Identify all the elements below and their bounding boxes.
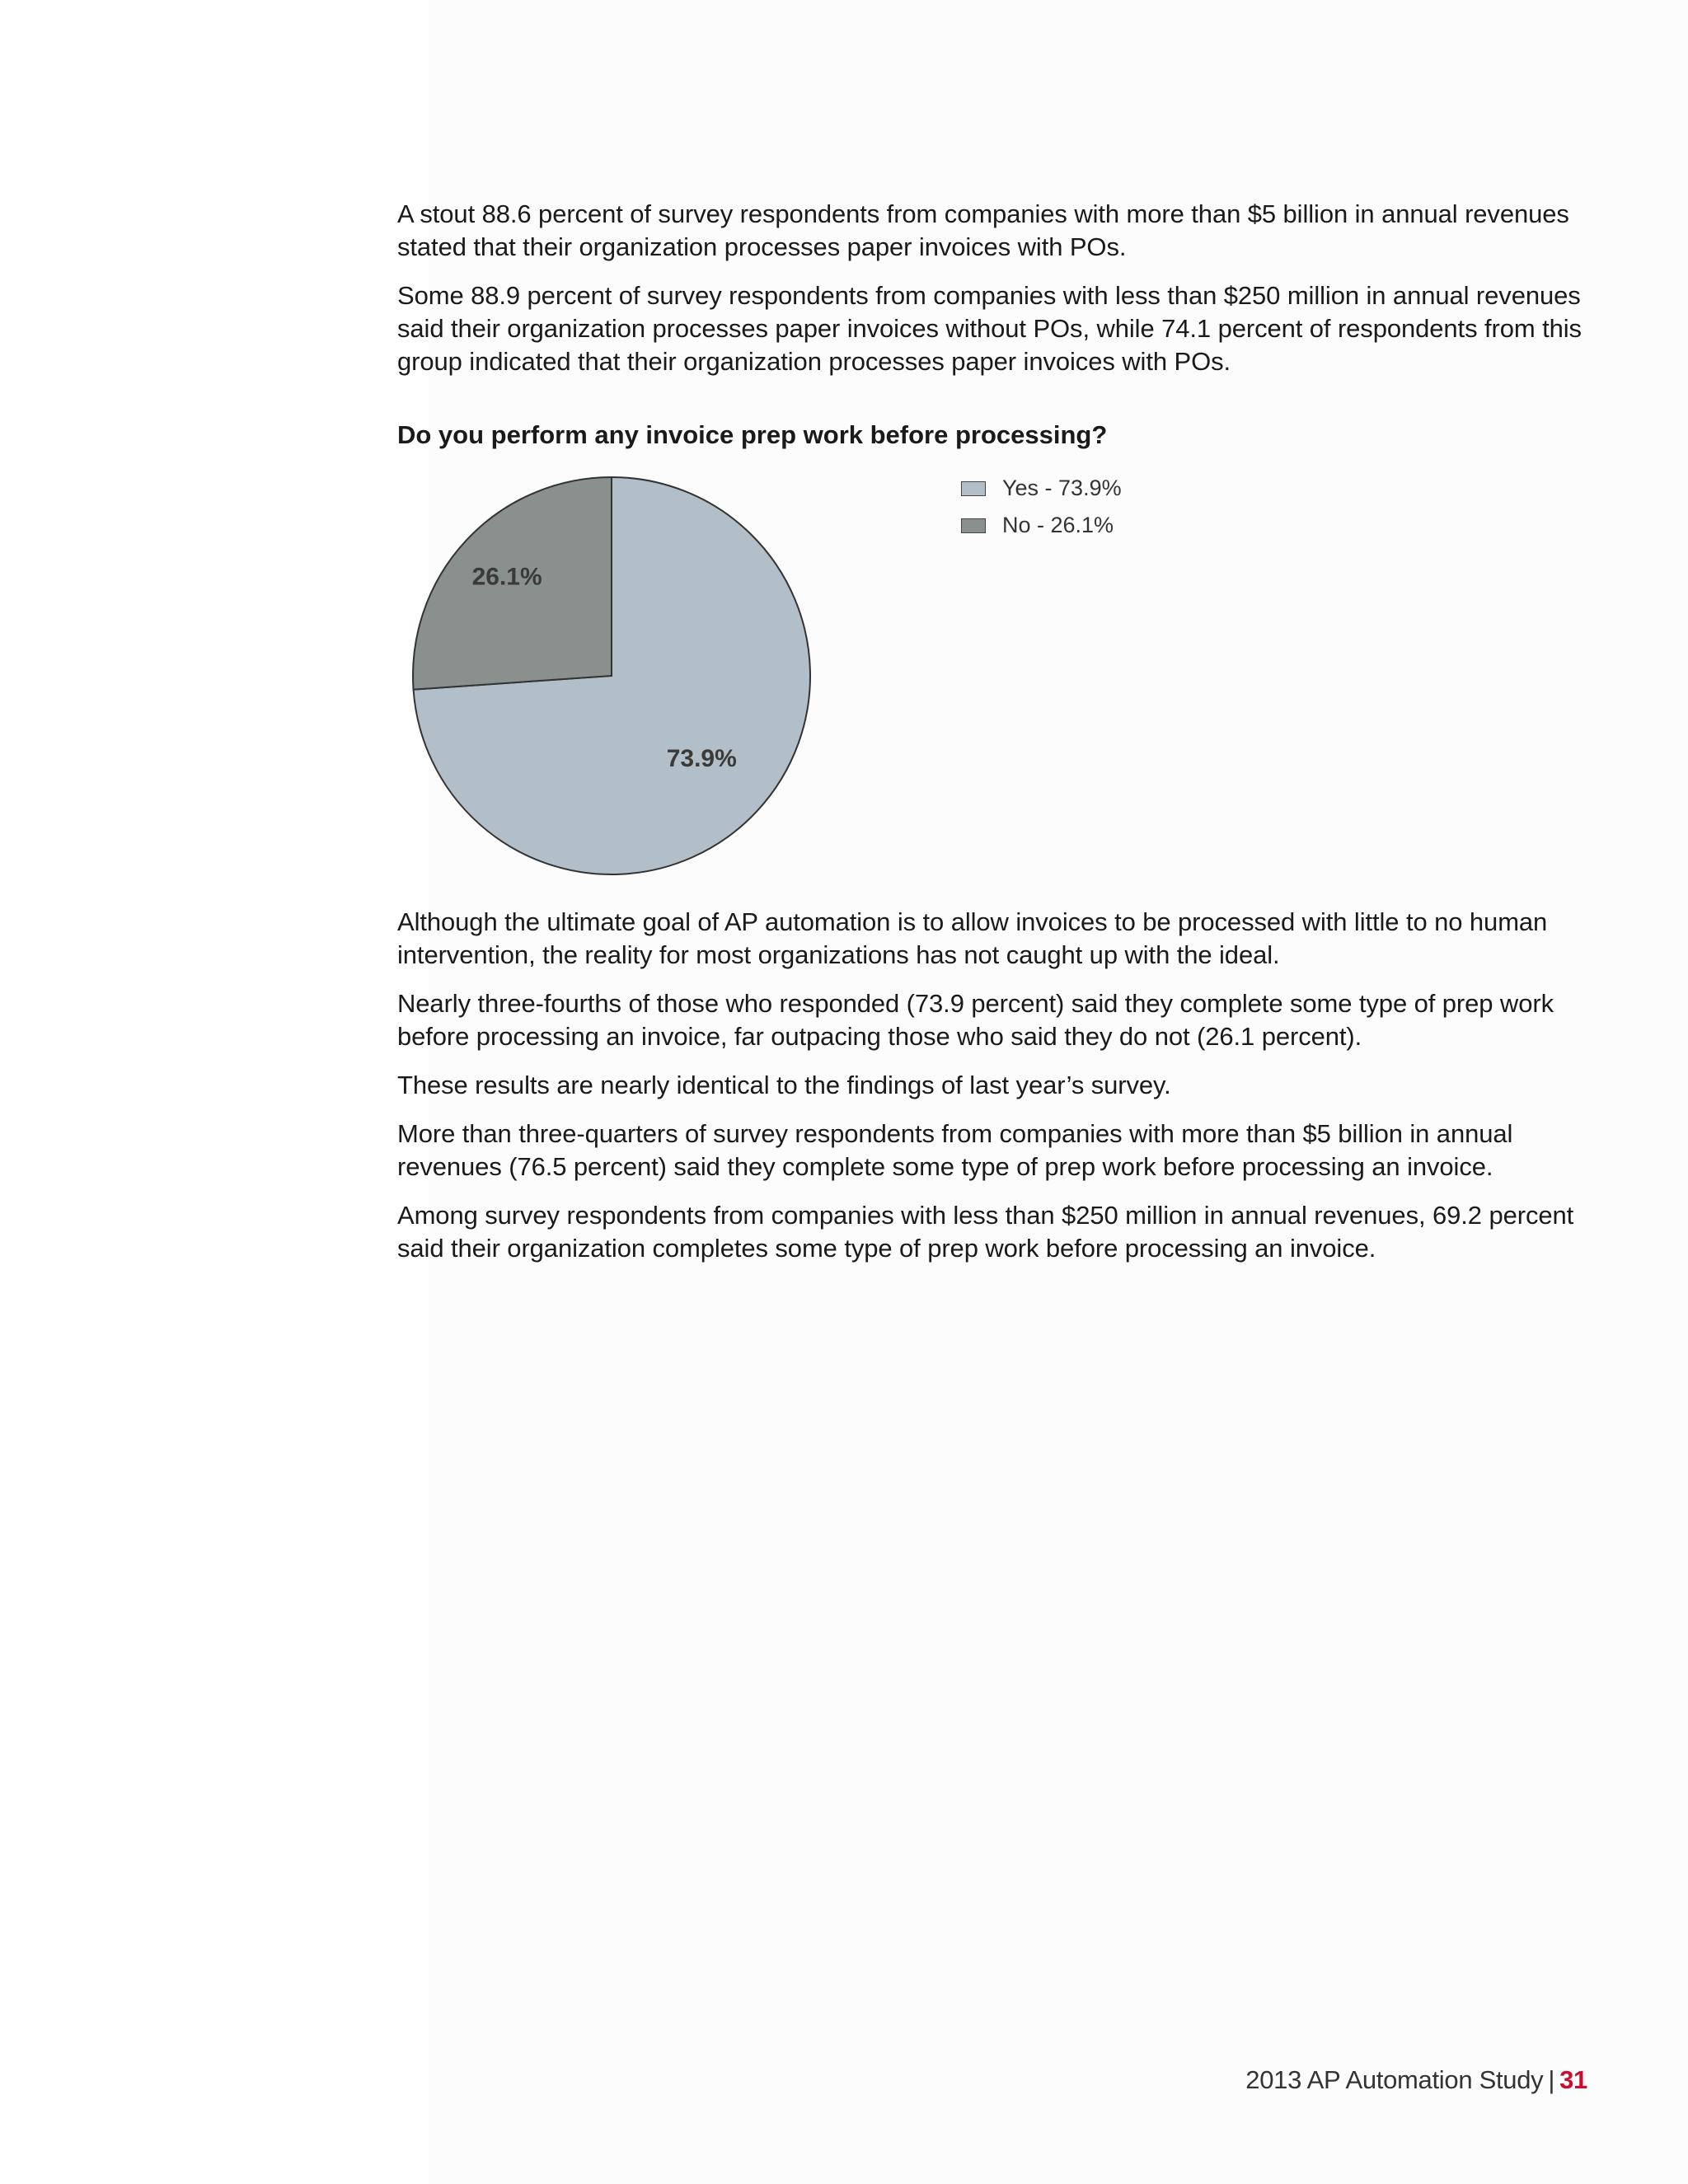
footer-title: 2013 AP Automation Study xyxy=(1245,2065,1544,2094)
slice-label-yes: 73.9% xyxy=(666,744,737,772)
footer-separator: | xyxy=(1548,2065,1555,2094)
legend-swatch-no xyxy=(961,518,986,533)
chart-legend xyxy=(961,470,1122,544)
legend-item-yes xyxy=(961,470,1122,507)
paragraph: Some 88.9 percent of survey respondents from companies with less than $250 million in annual revenues said their organization processes paper invoices without POs, while 74.1 percent of respondents from this group indicated that their organization processes paper invoices with POs. xyxy=(397,281,1582,376)
intro-paragraphs xyxy=(397,198,1609,378)
legend-swatch-yes xyxy=(961,481,986,496)
chart-question-heading: Do you perform any invoice prep work before processing? xyxy=(397,420,1108,449)
paragraph: A stout 88.6 percent of survey respondents from companies with more than $5 billion in annual revenues stated that their organization processes paper invoices with POs. xyxy=(397,199,1569,261)
legend-item-no xyxy=(961,507,1122,544)
paragraph: Among survey respondents from companies with less than $250 million in annual revenues, 69.2 percent said their organization completes some type of prep work before processing an invoice. xyxy=(397,1201,1574,1263)
pie-chart xyxy=(404,470,1228,882)
page-footer xyxy=(1245,2065,1587,2095)
legend-label-yes: Yes - 73.9% xyxy=(1002,476,1122,500)
legend-label-no: No - 26.1% xyxy=(1002,513,1114,537)
paragraph: These results are nearly identical to the findings of last year’s survey. xyxy=(397,1071,1171,1099)
body-paragraphs xyxy=(397,906,1609,1265)
pie-chart-svg xyxy=(404,470,816,882)
paragraph: More than three-quarters of survey respondents from companies with more than $5 billion in annual revenues (76.5 percent) said they complete some type of prep work before processing an invoice. xyxy=(397,1119,1513,1181)
paragraph: Although the ultimate goal of AP automation is to allow invoices to be processed with little to no human intervention, the reality for most organizations has not caught up with the ideal. xyxy=(397,907,1548,969)
slice-label-no: 26.1% xyxy=(471,563,542,591)
paragraph: Nearly three-fourths of those who responded (73.9 percent) said they complete some type of prep work before processing an invoice, far outpacing those who said they do not (26.1 percent). xyxy=(397,989,1554,1051)
page-number: 31 xyxy=(1559,2065,1587,2094)
